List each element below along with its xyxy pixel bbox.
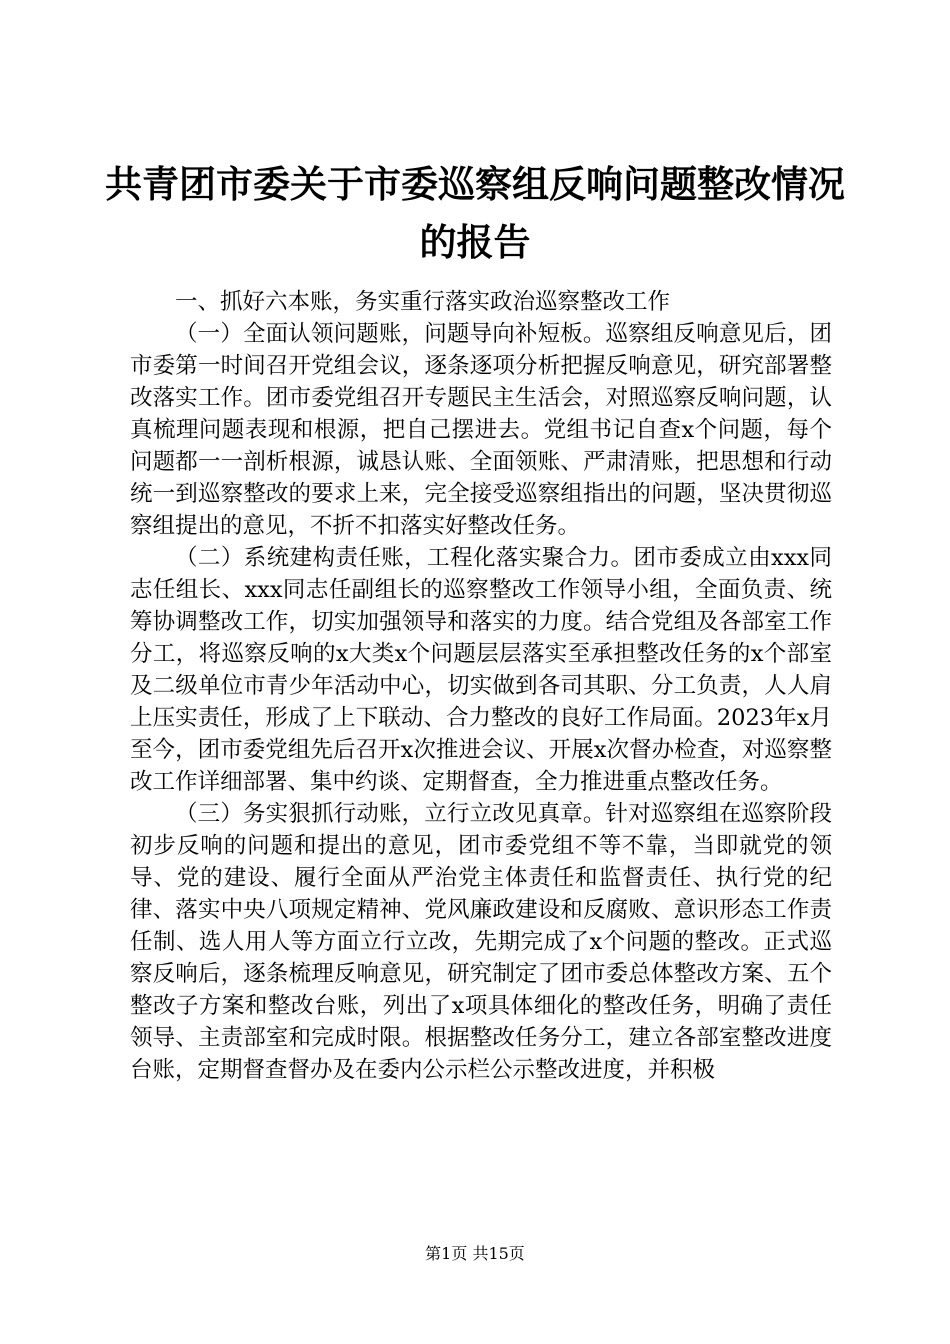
paragraph-3: （三）务实狠抓行动账，立行立改见真章。针对巡察组在巡察阶段初步反响的问题和提出的意见，团市委党组不等不靠，当即就党的领导、党的建设、履行全面从严治党主体责任和监督责任、执行党的纪律、落实中央八项规定精神、党风廉政建设和反腐败、意识形态工作责任制、选人用人等方面立行立改，先期完成了x个问题的整改。正式巡察反响后，逐条梳理反响意见，研究制定了团市委总体整改方案、五个整改子方案和整改台账，列出了x项具体细化的整改任务，明确了责任领导、主责部室和完成时限。根据整改任务分工，建立各部室整改进度台账，定期督查督办及在委内公示栏公示整改进度，并积极 — [130, 801, 832, 1083]
page-footer: 第1页 共15页 — [425, 1244, 525, 1263]
document-title-line-2: 的报告 — [419, 220, 531, 264]
document-body — [130, 286, 832, 1086]
paragraph-2: （二）系统建构责任账，工程化落实聚合力。团市委成立由xxx同志任组长、xxx同志任副组长的巡察整改工作领导小组，全面负责、统筹协调整改工作，切实加强领导和落实的力度。结合党组及各部室工作分工，将巡察反响的x大类x个问题层层落实至承担整改任务的x个部室及二级单位市青少年活动中心，切实做到各司其职、分工负责，人人肩上压实责任，形成了上下联动、合力整改的良好工作局面。2023年x月至今，团市委党组先后召开x次推进会议、开展x次督办检查，对巡察整改工作详细部署、集中约谈、定期督查，全力推进重点整改任务。 — [130, 545, 832, 795]
document-title-line-1: 共青团市委关于市委巡察组反响问题整改情况 — [105, 162, 845, 206]
section-heading: 一、抓好六本账，务实重行落实政治巡察整改工作 — [175, 289, 671, 315]
paragraph-1: （一）全面认领问题账，问题导向补短板。巡察组反响意见后，团市委第一时间召开党组会议，逐条逐项分析把握反响意见，研究部署整改落实工作。团市委党组召开专题民主生活会，对照巡察反响问题，认真梳理问题表现和根源，把自己摆进去。党组书记自查x个问题，每个问题都一一剖析根源，诚恳认账、全面领账、严肃清账，把思想和行动统一到巡察整改的要求上来，完全接受巡察组指出的问题，坚决贯彻巡察组提出的意见，不折不扣落实好整改任务。 — [130, 321, 832, 539]
